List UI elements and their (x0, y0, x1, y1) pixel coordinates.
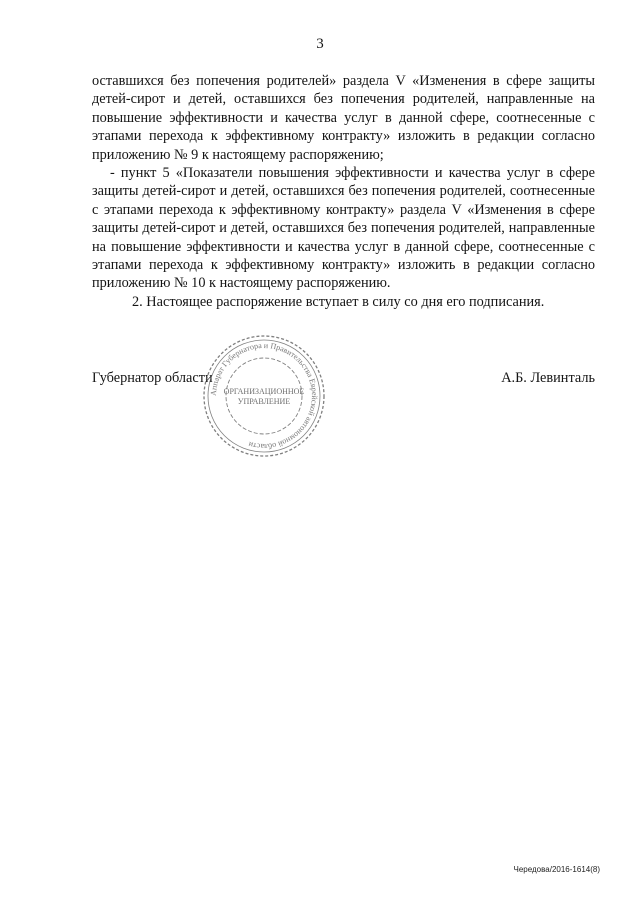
signatory-position: Губернатор области (92, 370, 213, 386)
official-stamp (200, 332, 328, 460)
signature-block (92, 370, 595, 390)
paragraph-2: - пункт 5 «Показатели повышения эффективности и качества услуг в сфере защиты детей-сирот и детей, оставшихся без попечения родителей, соотнесенные с этапами перехода к эффективному контракту» раздела V «Изменения в сфере защиты детей-сирот и детей, оставшихся без попечения родителей, направленные на повышение эффективности и качества услуг в данной сфере, соотнесенные с этапами перехода к эффективному контракту» изложить в редакции согласно приложению № 10 к настоящему распоряжению. (92, 165, 595, 292)
footer-code: Чередова/2016-1614(8) (513, 865, 600, 874)
document-body (92, 72, 595, 311)
stamp-center-line-1: ОРГАНИЗАЦИОННОЕ (223, 387, 305, 396)
stamp-center-line-2: УПРАВЛЕНИЕ (237, 397, 291, 406)
page-number: 3 (316, 36, 324, 52)
paragraph-1: оставшихся без попечения родителей» раздела V «Изменения в сфере защиты детей-сирот и детей, оставшихся без попечения родителей, направленные на повышение эффективности и качества услуг в данной сфере, соотнесенные с этапами перехода к эффективному контракту» изложить в редакции согласно приложению № 9 к настоящему распоряжению; (92, 73, 595, 163)
signatory-name: А.Б. Левинталь (501, 370, 595, 386)
paragraph-3: 2. Настоящее распоряжение вступает в силу со дня его подписания. (132, 293, 545, 310)
stamp-ring-text: Аппарат Губернатора и Правительства Еврейской автономной области (208, 340, 320, 452)
